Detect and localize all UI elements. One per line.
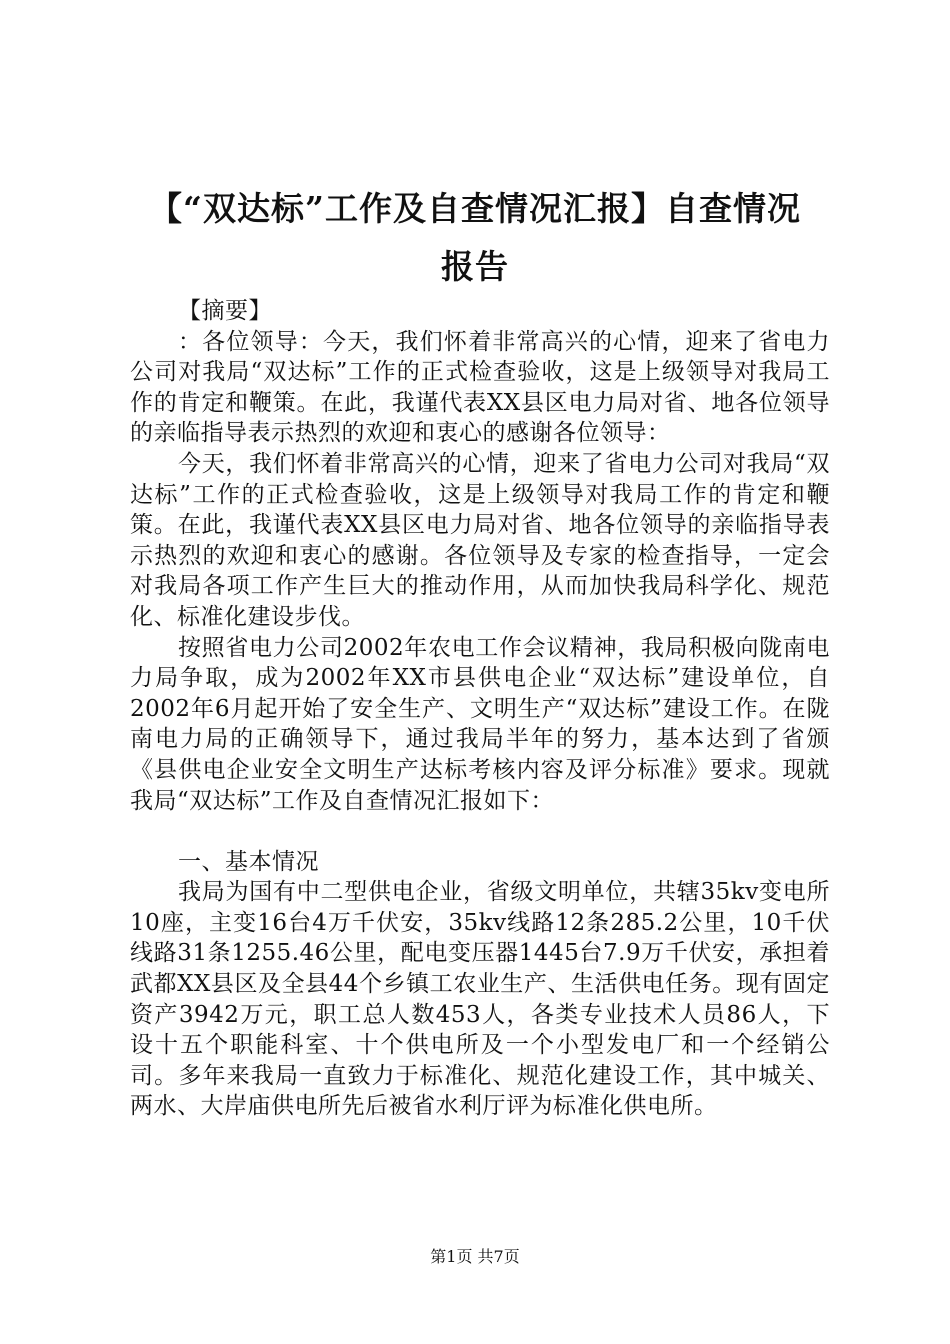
document-title-line2: 报告	[441, 247, 509, 286]
document-title-line1: 【“双达标”工作及自查情况汇报】自查情况	[149, 189, 801, 228]
page-footer: 第1页 共7页	[430, 1247, 520, 1266]
document-body	[130, 296, 830, 1122]
section-heading: 一、基本情况	[178, 848, 319, 875]
section-paragraph: 我局为国有中二型供电企业，省级文明单位，共辖35kv变电所10座，主变16台4万千伏安，35kv线路12条285.2公里，10千伏线路31条1255.46公里，配电变压器1445台7.9万千伏安，承担着武都XX县区及全县44个乡镇工农业生产、生活供电任务。现有固定资产3942万元，职工总人数453人，各类专业技术人员86人，下设十五个职能科室、十个供电所及一个小型发电厂和一个经销公司。多年来我局一直致力于标准化、规范化建设工作，其中城关、两水、大岸庙供电所先后被省水利厅评为标准化供电所。	[130, 879, 830, 1120]
blank-line	[130, 816, 830, 847]
paragraph-1: ：各位领导：今天，我们怀着非常高兴的心情，迎来了省电力公司对我局“双达标”工作的正式检查验收，这是上级领导对我局工作的肯定和鞭策。在此，我谨代表XX县区电力局对省、地各位领导的亲临指导表示热烈的欢迎和衷心的感谢各位领导：	[130, 328, 830, 447]
paragraph-3: 按照省电力公司2002年农电工作会议精神，我局积极向陇南电力局争取，成为2002年XX市县供电企业“双达标”建设单位，自2002年6月起开始了安全生产、文明生产“双达标”建设工作。在陇南电力局的正确领导下，通过我局半年的努力，基本达到了省颁《县供电企业安全文明生产达标考核内容及评分标准》要求。现就我局“双达标”工作及自查情况汇报如下：	[130, 634, 830, 814]
paragraph-2: 今天，我们怀着非常高兴的心情，迎来了省电力公司对我局“双达标”工作的正式检查验收，这是上级领导对我局工作的肯定和鞭策。在此，我谨代表XX县区电力局对省、地各位领导的亲临指导表示热烈的欢迎和衷心的感谢。各位领导及专家的检查指导，一定会对我局各项工作产生巨大的推动作用，从而加快我局科学化、规范化、标准化建设步伐。	[130, 450, 830, 630]
abstract-label: 【摘要】	[178, 298, 272, 324]
